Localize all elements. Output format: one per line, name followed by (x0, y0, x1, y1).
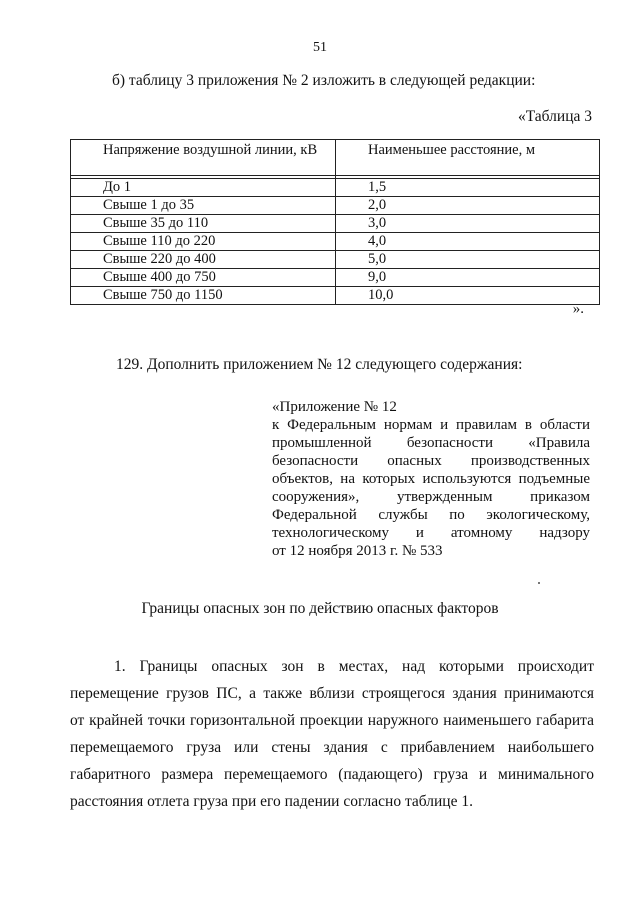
appendix-header-line: к Федеральным нормам и правилам в области (272, 417, 590, 433)
table-row (71, 233, 600, 251)
table-cell-distance: 2,0 (336, 197, 600, 215)
appendix-header-line: промышленной безопасности «Правила (272, 435, 590, 451)
table-close-mark: ». (572, 301, 584, 317)
table-cell-distance: 5,0 (336, 251, 600, 269)
table-cell-distance: 4,0 (336, 233, 600, 251)
table-cell-distance: 1,5 (336, 179, 600, 197)
appendix-header-line: объектов, на которых используются подъемные (272, 471, 590, 487)
paragraph-line: габаритного размера перемещаемого (падающего) груза и минимального (70, 766, 594, 783)
item-129: 129. Дополнить приложением № 12 следующего содержания: (116, 356, 523, 373)
table-cell-voltage: Свыше 750 до 1150 (71, 287, 336, 305)
paragraph-line: расстояния отлета груза при его падении согласно таблице 1. (70, 793, 473, 810)
table-caption: «Таблица 3 (517, 108, 592, 125)
paragraph-line: перемещение грузов ПС, а также вблизи строящегося здания принимаются (70, 685, 594, 702)
table-header-distance: Наименьшее расстояние, м (336, 140, 600, 176)
appendix-header-line: «Приложение № 12 (272, 399, 397, 415)
appendix-header-block (272, 398, 590, 560)
table-row (71, 179, 600, 197)
table-cell-distance: 10,0 (336, 287, 600, 305)
page-number: 51 (313, 40, 327, 55)
paragraph-line: перемещаемого груза или стены здания с прибавлением наибольшего (70, 739, 594, 756)
section-heading: Границы опасных зон по действию опасных факторов (141, 600, 499, 617)
table-row (71, 269, 600, 287)
table-row (71, 197, 600, 215)
appendix-header-line: от 12 ноября 2013 г. № 533 (272, 543, 443, 559)
paragraph-line: от крайней точки горизонтальной проекции наружного наименьшего габарита (70, 712, 594, 729)
appendix-header-line: Федеральной службы по экологическому, (272, 507, 590, 523)
scan-speck (538, 582, 540, 584)
intro-line: б) таблицу 3 приложения № 2 изложить в следующей редакции: (112, 72, 536, 89)
appendix-header-line: безопасности опасных производственных (272, 453, 590, 469)
table-cell-distance: 9,0 (336, 269, 600, 287)
table-cell-voltage: Свыше 1 до 35 (71, 197, 336, 215)
table-row (71, 251, 600, 269)
table-cell-voltage: Свыше 400 до 750 (71, 269, 336, 287)
table-cell-distance: 3,0 (336, 215, 600, 233)
voltage-distance-table (70, 139, 600, 305)
paragraph-line: 1. Границы опасных зон в местах, над которыми происходит (114, 658, 594, 675)
appendix-header-line: сооружения», утвержденным приказом (272, 489, 590, 505)
table-header-row (71, 140, 600, 176)
paragraph-1 (70, 653, 594, 815)
table-row (71, 215, 600, 233)
appendix-header-line: технологическому и атомному надзору (272, 525, 590, 541)
table-cell-voltage: Свыше 110 до 220 (71, 233, 336, 251)
table-cell-voltage: Свыше 220 до 400 (71, 251, 336, 269)
table-header-voltage: Напряжение воздушной линии, кВ (71, 140, 336, 176)
table-cell-voltage: Свыше 35 до 110 (71, 215, 336, 233)
table-row (71, 287, 600, 305)
table-cell-voltage: До 1 (71, 179, 336, 197)
